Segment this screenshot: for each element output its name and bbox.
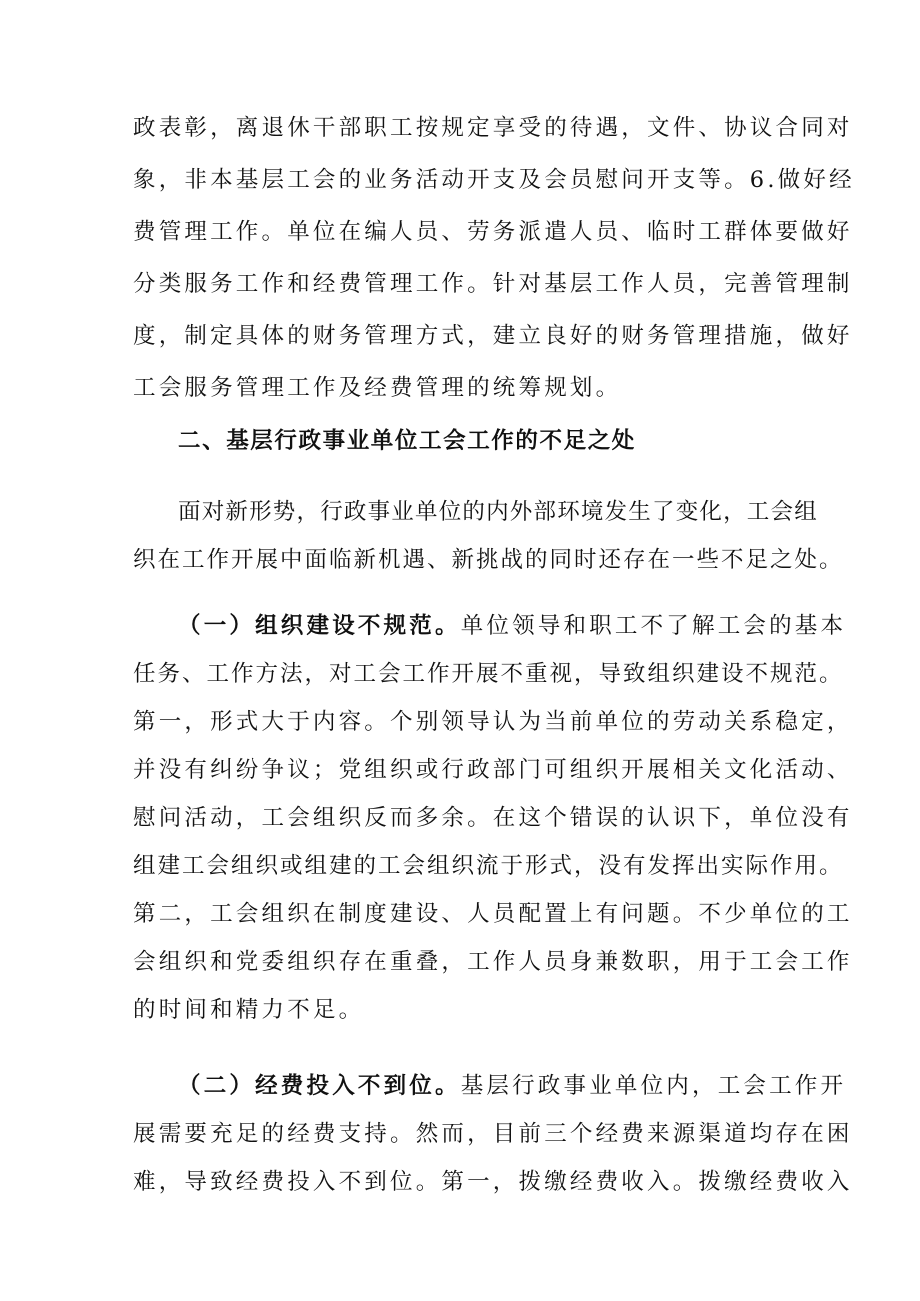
paragraph-4-lead-rest: 基层行政事业单位内，工会工作开 xyxy=(460,1073,847,1099)
paragraph-4-line-2: 展需要充足的经费支持。然而，目前三个经费来源渠道均存在困 xyxy=(133,1121,853,1147)
paragraph-3-line-3: 第一，形式大于内容。个别领导认为当前单位的劳动关系稳定， xyxy=(133,709,853,735)
paragraph-3-line-2: 任务、工作方法，对工会工作开展不重视，导致组织建设不规范。 xyxy=(133,661,844,687)
paragraph-3-line-9: 的时间和精力不足。 xyxy=(133,997,365,1023)
paragraph-2-line-2: 织在工作开展中面临新机遇、新挑战的同时还存在一些不足之处。 xyxy=(133,547,844,573)
paragraph-1-line-3: 费管理工作。单位在编人员、劳务派遣人员、临时工群体要做好 xyxy=(133,219,853,245)
paragraph-3-line-1 xyxy=(178,606,847,646)
paragraph-4-line-3: 难，导致经费投入不到位。第一，拨缴经费收入。拨缴经费收入 xyxy=(133,1169,853,1195)
paragraph-3-line-7: 第二，工会组织在制度建设、人员配置上有问题。不少单位的工 xyxy=(133,901,853,927)
paragraph-1-line-4: 分类服务工作和经费管理工作。针对基层工作人员，完善管理制 xyxy=(133,271,853,297)
paragraph-1-line-6: 工会服务管理工作及经费管理的统筹规划。 xyxy=(133,375,622,401)
paragraph-4-line-1 xyxy=(178,1066,847,1106)
paragraph-3-line-6: 组建工会组织或组建的工会组织流于形式，没有发挥出实际作用。 xyxy=(133,853,844,879)
section-heading: 二、基层行政事业单位工会工作的不足之处 xyxy=(178,428,636,454)
paragraph-1-line-1: 政表彰，离退休干部职工按规定享受的待遇，文件、协议合同对 xyxy=(133,115,853,141)
paragraph-3-line-4: 并没有纠纷争议；党组织或行政部门可组织开展相关文化活动、 xyxy=(133,757,853,783)
paragraph-1-line-5: 度，制定具体的财务管理方式，建立良好的财务管理措施，做好 xyxy=(133,323,853,349)
paragraph-4-lead-bold: （二）经费投入不到位。 xyxy=(178,1073,461,1099)
paragraph-1-line-2: 象，非本基层工会的业务活动开支及会员慰问开支等。6.做好经 xyxy=(133,167,855,193)
paragraph-3-line-5: 慰问活动，工会组织反而多余。在这个错误的认识下，单位没有 xyxy=(133,805,853,831)
paragraph-3-lead-bold: （一）组织建设不规范。 xyxy=(178,613,461,639)
paragraph-3-line-8: 会组织和党委组织存在重叠，工作人员身兼数职，用于工会工作 xyxy=(133,949,853,975)
paragraph-3-lead-rest: 单位领导和职工不了解工会的基本 xyxy=(460,613,847,639)
paragraph-2-line-1: 面对新形势，行政事业单位的内外部环境发生了变化，工会组 xyxy=(178,499,818,525)
